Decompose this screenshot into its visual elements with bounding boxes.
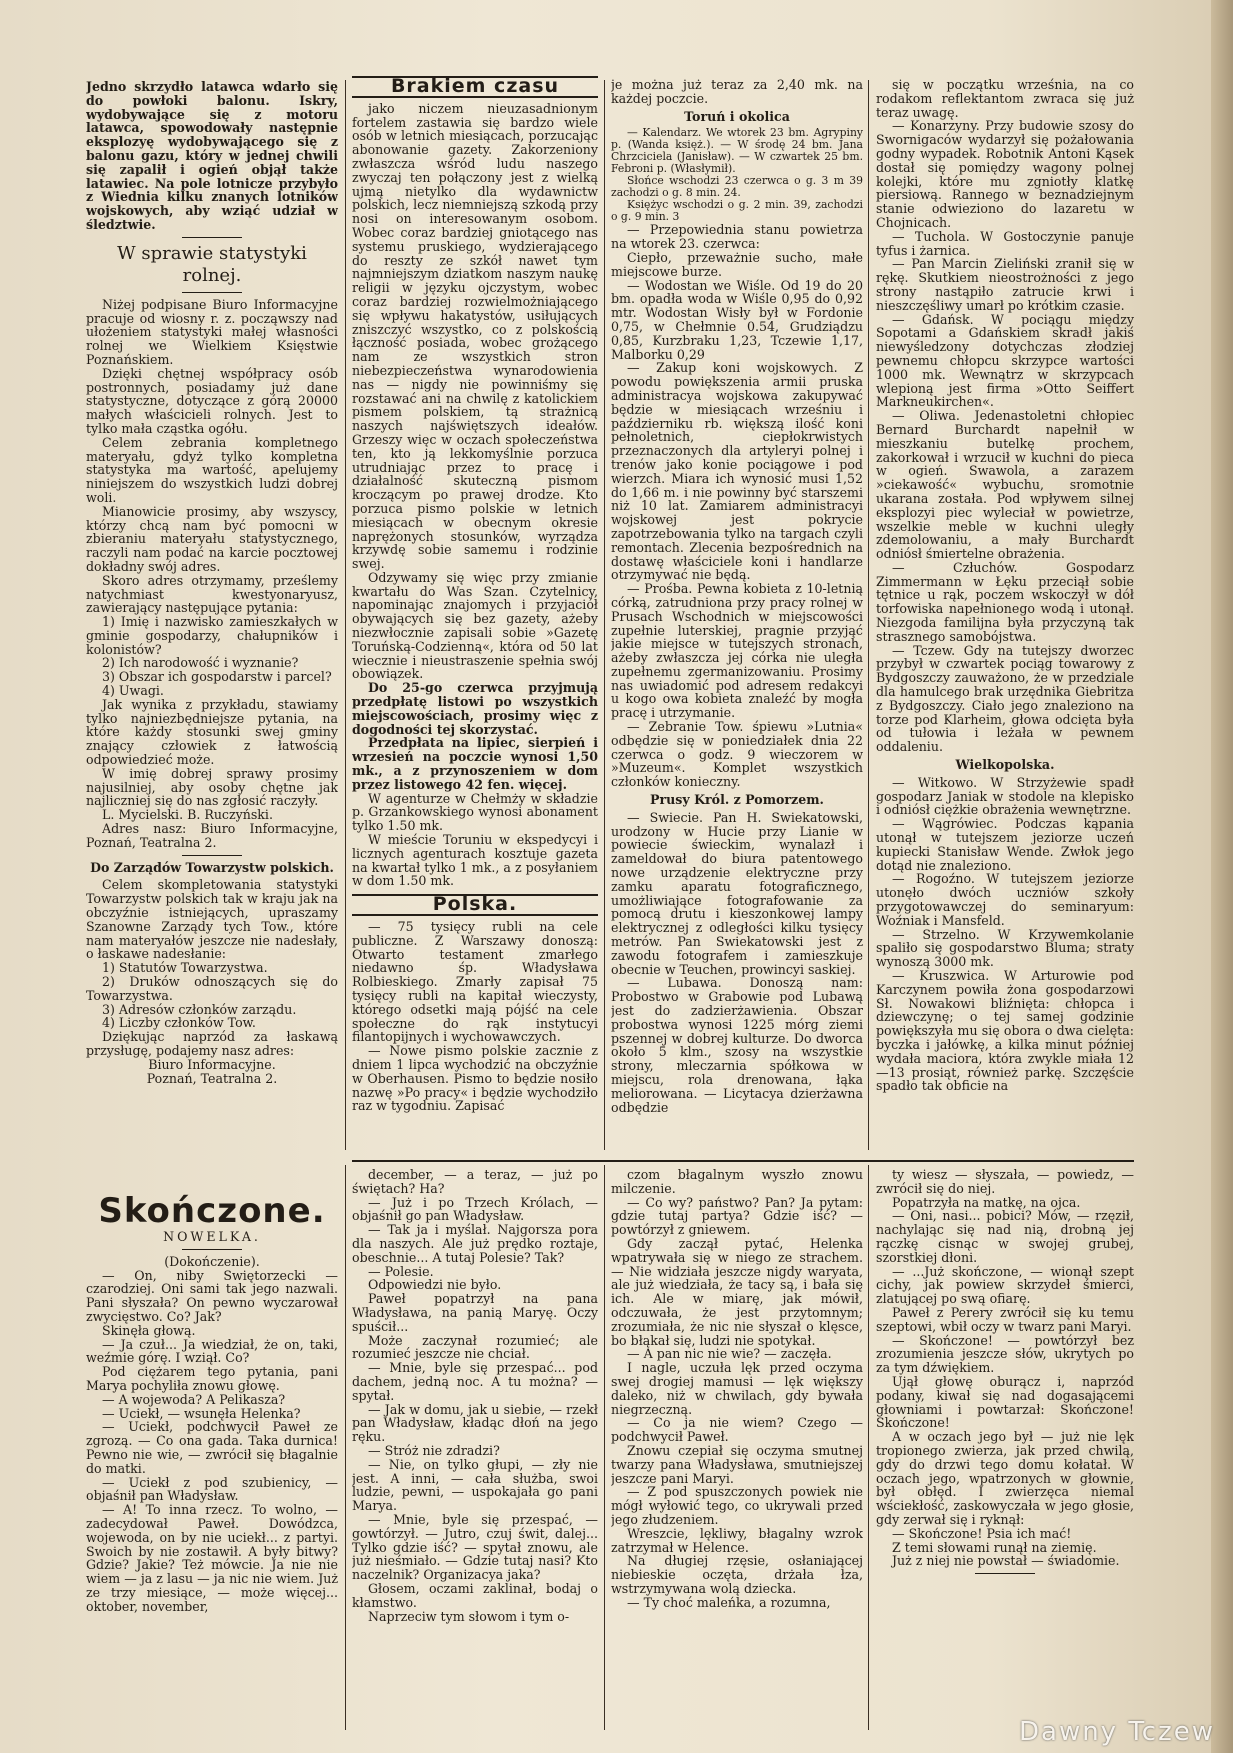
paragraph: — Lubawa. Donoszą nam: Probostwo w Grabowie pod Lubawą jest do zadzierżawienia. Obszar probostwa wynosi 1225 mórg ziemi pszennej w dobrej kulturze. Do dworca około 5 klm., szosy na wszystkie strony, mleczarnia spółkowa w miejscu, rola drenowana, łąka meliorowana. — Licytacya dzierżawna odbędzie	[611, 975, 863, 1115]
paragraph: — Kalendarz. We wtorek 23 bm. Agrypiny p. (Wanda księż.). — W środę 24 bm. Jana Chrzciciela (Janisław). — W czwartek 25 bm. Febroni p. (Własłymił).	[611, 126, 863, 176]
torun-news	[611, 223, 863, 789]
separator	[182, 1249, 242, 1250]
calendar-block	[611, 127, 863, 223]
paragraph: — Co ja nie wiem? Czego — podchwycił Paweł.	[611, 1415, 863, 1445]
paragraph: Celem zebrania kompletnego materyału, gdyż tylko kompletna statystyka ma wartość, apelujemy niniejszem do wszystkich ludzi dobrej woli.	[86, 434, 338, 505]
column-divider	[868, 1165, 869, 1730]
paragraph: — Kruszwica. W Arturowie pod Karczynem powiła żona gospodarzowi Sł. Nowakowi bliźnięta: chłopca i dziewczynę; o tej samej godzinie powiększyła mu się obora o dwa cielęta: byczka i jałówkę, a kilka minut później wydała maciora, która zwykle miała 12—13 prosiąt, również parkę. Szczęście spadło tak obficie na	[876, 968, 1134, 1094]
paragraph: Skinęła głową.	[102, 1322, 196, 1338]
paragraph: — Przepowiednia stanu powietrza na wtorek 23. czerwca:	[611, 222, 863, 252]
column-2-top	[352, 76, 598, 1156]
paragraph: — Uciekł, podchwycił Paweł ze zgrozą. — Co ona gada. Taka durnica! Pewno nie wie, — zwrócił się błagalnie do matki.	[86, 1419, 338, 1476]
paragraph: 1) Statutów Towarzystwa.	[102, 960, 268, 976]
novel-text-1	[86, 1269, 338, 1614]
watermark: Dawny Tczew	[1018, 1717, 1215, 1747]
paragraph: 1) Imię i nazwisko zamieszkałych w gminie gospodarzy, chałupników i kolonistów?	[86, 614, 338, 657]
column-3-top	[611, 78, 863, 1158]
paragraph: — Stróż nie zdradzi?	[368, 1442, 500, 1458]
paragraph: Do 25-go czerwca przyjmują przedpłatę listowi po wszystkich miejscowościach, prosimy więc z dogodności tej skorzystać.	[352, 680, 598, 737]
paragraph: W imię dobrej sprawy prosimy najusilniej, aby osoby chętne jak najliczniej się do nas zgłosić raczyły.	[86, 765, 338, 809]
paragraph: — Nowe pismo polskie zacznie z dniem 1 lipca wychodzić na obczyźnie w Oberhausen. Pismo to będzie nosiło nazwę »Po pracy« i będzie wychodziło raz w tygodniu. Zapisać	[352, 1043, 598, 1114]
societies-title: Do Zarządów Towarzystw polskich.	[90, 859, 334, 875]
column-divider	[604, 80, 605, 1150]
paragraph: Ujął głowę oburącz i, naprzód podany, kiwał się nad dogasającemi głowniami i powtarzał: Skończone! Skończone!	[876, 1373, 1134, 1431]
brakiem-czasu-body	[352, 102, 598, 681]
paragraph: — Uciekł z pod szubienicy, — objaśnił pan Władysław.	[86, 1474, 338, 1504]
paragraph: Paweł popatrzył na pana Władysława, na panią Maryę. Oczy spuścił...	[352, 1291, 598, 1334]
paragraph: — Człuchów. Gospodarz Zimmermann w Łęku przeciął sobie tętnice u rąk, poczem wskoczył w dół torfowiska napełnionego wodą i utonął. Niezgoda familijna była przyczyną tak strasznego samobójstwa.	[876, 559, 1134, 644]
paragraph: Dziękując naprzód za łaskawą przysługę, podajemy nasz adres:	[86, 1029, 338, 1058]
paragraph: Może zaczynał rozumieć; ale rozumieć jeszcze nie chciał.	[352, 1332, 598, 1362]
societies-body	[86, 878, 338, 1057]
novel-text-3	[611, 1168, 863, 1610]
paragraph: — Uciekł, — wsunęła Helenka?	[102, 1405, 301, 1421]
column-divider	[345, 1165, 346, 1730]
paragraph: Gdy zaczął pytać, Helenka wpatrywała się w niego ze strachem. — Nie widziała jeszcze nigdy waryata, ale już wiedziała, że tacy są, i bała się ich. Ale w miarę, jak mówił, odczuwała, że jest przytomnym; zrozumiała, że nic nie słyszał o klęsce, bo błąkał się, ludzi nie spotykał.	[611, 1235, 863, 1348]
paragraph: Na długiej rzęsie, osłaniającej niebieskie oczęta, drżała łza, wstrzymywana wolą dziecka.	[611, 1553, 863, 1596]
novel-column-2	[352, 1168, 598, 1733]
paragraph: — Skończone! Psia ich mać!	[892, 1525, 1072, 1541]
paragraph: 2) Ich narodowość i wyznanie?	[102, 655, 299, 671]
paragraph: — Konarzyny. Przy budowie szosy do Swornigaców wydarzył się pożałowania godny wypadek. Robotnik Antoni Kąsek dostał się pomiędzy wagony polnej kolejki, które mu zgniotły klatkę piersiową. Rannego w beznadziejnym stanie odwieziono do lazaretu w Chojnicach.	[876, 118, 1134, 230]
paragraph: — Wodostan we Wiśle. Od 19 do 20 bm. opadła woda w Wiśle 0,95 do 0,92 mtr. Wodostan Wisły był w Fordonie 0,75, w Chełmnie 0.54, Grudziądzu 0,85, Kurzbraku 1,23, Tczewie 1,17, Malborku 0,29	[611, 277, 863, 362]
column-1-top	[86, 80, 338, 1180]
paragraph: — Zakup koni wojskowych. Z powodu powiększenia armii pruska administracya wojskowa zakupywać będzie w miesiącach wrześniu i październiku rb. większą ilość koni pełnoletnich, ciepłokrwistych przeznaczonych dla artyleryi polnej i trenów jako konie pociągowe i pod wierzch. Miara ich wynosić musi 1,52 do 1,66 m. i nie powinny być starszemi niż 10 lat. Zamiarem administracyi wojskowej jest pokrycie zapotrzebowania tylko na targach czyli remontach. Zlecenia bezpośrednich na dostawę właściciele koni i handlarze otrzymywać nie będą.	[611, 360, 863, 583]
paragraph: — Tuchola. W Gostoczynie panuje tyfus i żarnica.	[876, 228, 1134, 258]
paragraph: Skoro adres otrzymamy, prześlemy natychmiast kwestyonaryusz, zawierający następujące pytania:	[86, 572, 338, 616]
separator	[975, 1573, 1035, 1574]
paragraph: — Ja czuł... Ja wiedział, że on, taki, weźmie górę. I wziął. Co?	[86, 1336, 338, 1366]
paragraph: — Witkowo. W Strzyżewie spadł gospodarz Janiak w stodole na klepisko i odniósł ciężkie obrażenia wewnętrzne.	[876, 774, 1134, 818]
paragraph: 2) Druków odnoszących się do Towarzystwa.	[86, 974, 338, 1003]
paragraph: Już z niej nie powstał — świadomie.	[892, 1553, 1120, 1569]
paragraph: W agenturze w Chełmży w składzie p. Grzankowskiego wynosi abonament tylko 1.50 mk.	[352, 790, 598, 834]
paragraph: Niżej podpisane Biuro Informacyjne pracuje od wiosny r. z. począwszy nad ułożeniem statystyki małej własności rolnej we Wielkiem Księstwie Poznańskiem.	[86, 296, 338, 367]
statistics-address: Adres nasz: Biuro Informacyjne, Poznań, Teatralna 2.	[86, 821, 338, 850]
headline-brakiem-czasu: Brakiem czasu	[352, 76, 598, 98]
paragraph: — A pan nic nie wie? — zaczęła.	[627, 1346, 832, 1362]
paragraph: — Pan Marcin Zieliński zranił się w rękę. Skutkiem nieostrożności z jego strony nastąpiło zatrucie krwi i nieszczęśliwy umarł po krótkim czasie.	[876, 256, 1134, 313]
separator	[182, 855, 242, 856]
prusy-news	[611, 811, 863, 1115]
paragraph: Księżyc wschodzi o g. 2 min. 39, zachodzi o g. 9 min. 3	[611, 198, 863, 224]
column-divider	[604, 1165, 605, 1730]
paragraph: Naprzeciw tym słowom i tym o-	[368, 1608, 570, 1624]
paragraph: — 75 tysięcy rubli na cele publiczne. Z Warszawy donoszą: Otwarto testament zmarłego niedawno śp. Władysława Rolbieskiego. Zmarły zapisał 75 tysięcy rubli na kapitał wieczysty, którego odsetki mają pójść na cele społeczne do rąk instytucyi filantopijnych i wychowawczych.	[352, 919, 598, 1045]
novel-rule	[352, 1160, 1134, 1162]
paragraph: A w oczach jego był — już nie lęk tropionego zwierza, jak przed chwilą, gdy do drzwi tego domu kołatał. W oczach jego, wpatrzonych w głownie, był obłęd. I zwierzęca niemal wściekłość, zaskowyczała w jego głosie, gdy zerwał się i ryknął:	[876, 1429, 1134, 1527]
paragraph: Słońce wschodzi 23 czerwca o g. 3 m 39 zachodzi o g. 8 min. 24.	[611, 174, 863, 200]
column-3-lead: je można już teraz za 2,40 mk. na każdej poczcie.	[611, 78, 863, 106]
column-divider	[868, 80, 869, 1150]
paragraph: W mieście Toruniu w ekspedycyi i licznych agenturach kosztuje gazeta na kwartał tylko 1 mk., a z posyłaniem w dom 1.50 mk.	[352, 832, 598, 889]
paragraph: — ...Już skończone, — wionął szept cichy, jak powiew skrzydeł śmierci, zlatującej po swą ofiarę.	[876, 1263, 1134, 1307]
paragraph: — A wojewoda? A Pelikasza?	[102, 1391, 286, 1407]
page-edge	[1211, 0, 1233, 1753]
paragraph: Głosem, oczami zaklinał, bodaj o kłamstwo.	[352, 1580, 598, 1610]
paragraph: — Strzelno. W Krzywemkolanie spaliło się gospodarstwo Bluma; straty wynoszą 3000 mk.	[876, 926, 1134, 970]
paragraph: — Co wy? państwo? Pan? Ja pytam: gdzie tutaj partya? Gdzie iść? — powtórzył z gniewem.	[611, 1194, 863, 1238]
paragraph: — Tczew. Gdy na tutejszy dworzec przybył w czwartek pociąg towarowy z Bydgoszczy zauważono, że w przedziale dla hamulcego brak urzędnika Giebritza z Bydgoszczy. Ciało jego znaleziono na torze pod Klarheim, głowa odcięta była od tułowia i leżała w pewnem oddaleniu.	[876, 642, 1134, 755]
paragraph: Mianowicie prosimy, aby wszyscy, którzy chcą nam być pomocni w zbieraniu materyału statystycznego, raczyli nam podać na karcie pocztowej dokładny swój adres.	[86, 503, 338, 574]
subscription-notice	[352, 681, 598, 791]
paragraph: Przedpłata na lipiec, sierpień i wrzesień na poczcie wynosi 1,50 mk., a z przynoszeniem w dom przez listowego 42 fen. więcej.	[352, 735, 598, 792]
paragraph: Celem skompletowania statystyki Towarzystw polskich tak w kraju jak na obczyźnie istniejących, upraszamy Szanowne Zarządy tych Tow., które nam materyałów jeszcze nie nadesłały, o łaskawe nadesłanie:	[86, 877, 338, 962]
novel-subtitle: NOWELKA.	[163, 1229, 261, 1244]
polska-body	[352, 920, 598, 1113]
paragraph: Pod ciężarem tego pytania, pani Marya pochyliła znowu głowę.	[86, 1364, 338, 1393]
paragraph: Wreszcie, lękliwy, błagalny wzrok zatrzymał w Helence.	[611, 1525, 863, 1555]
paragraph: — Polesie.	[368, 1263, 434, 1279]
paragraph: — Gdańsk. W pociągu między Sopotami a Gdańskiem skradł jakiś niewyśledzony dotychczas złodziej pewnemu chłopcu skrzypce wartości 1000 mk. Wewnątrz w skrzypcach wlepioną jest firma »Otto Seiffert Markneukirchen«.	[876, 311, 1134, 410]
paragraph: Odzywamy się więc przy zmianie kwartału do Was Szan. Czytelnicy, napominając znajomych i przyjaciół obywających się bez gazety, ażeby niezwłocznie zapisali sobie »Gazetę Toruńską-Codzienną«, która od 50 lat wiecznie i nieustraszenie spełnia swój obowiązek.	[352, 569, 598, 682]
paragraph: Odpowiedzi nie było.	[368, 1277, 502, 1293]
separator	[182, 237, 242, 238]
paragraph: 4) Liczby członków Tow.	[102, 1015, 256, 1031]
paragraph: Dzięki chętnej współpracy osób postronnych, posiadamy już dane statystyczne, dotyczące z górą 20000 małych właścicieli rolnych. Jest to tylko mała cząstka ogółu.	[86, 365, 338, 436]
novel-column-3	[611, 1168, 863, 1733]
paragraph: — Już i po Trzech Królach, — objaśnił go pan Władysław.	[352, 1194, 598, 1224]
paragraph: — A! To inna rzecz. To wolno, — zadecydował Paweł. Dowódzca, wojewoda, on by nie uciekł... z partyi. Swoich by nie zostawił. A były bitwy? Gdzie? Jakie? Też mówcie. Ja nie nie wiem — ja z lasu — ja nic nie wiem. Już ze trzy miesiące, — może więcej... oktober, november,	[86, 1502, 338, 1614]
novel-column-4	[876, 1168, 1134, 1708]
paragraph: — Jak w domu, jak u siebie, — rzekł pan Władysław, kładąc dłoń na jego ręku.	[352, 1401, 598, 1445]
paragraph: ty wiesz — słyszała, — powiedz, — zwrócił się do niej.	[876, 1168, 1134, 1196]
paragraph: Znowu czepiał się oczyma smutnej twarzy pana Władysława, smutniejszej jeszcze pani Maryi.	[611, 1442, 863, 1486]
paragraph: jako niczem nieuzasadnionym fortelem zastawia się bardzo wiele osób w letnich miesiącach, porzucając abonowanie gazety. Zakorzeniony zwłaszcza wśród ludu naszego zwyczaj ten połączony jest z wielką ujmą nietylko dla wydawnictw polskich, lecz niemniejszą szkodą przy nosi on interesowanym osobom. Wobec coraz bardziej gniotącego nas systemu pruskiego, wydzierającego do reszty ze szkół nawet tym najmniejszym dziatkom naszym naukę religii w języku ojczystym, wobec coraz bardziej rozwielmożniającego się wpływu hakatystów, usiłujących zniszczyć wszystko, co z polskością łączność posiada, wobec grożącego nam ze wszystkich stron niebezpieczeństwa wynarodowienia nas — nigdy nie powinniśmy się rozstawać ani na chwilę z katolickiem pismem polskiem, tą strażnicą naszych najświętszych ideałów. Grzeszy więc w oczach społeczeństwa ten, kto ją lekkomyślnie porzuca utrudniając przez to pracę i działalność skuteczną pismom kroczącym po prawej drodze. Kto porzuca pismo polskie w letnich miesiącach w obecnym okresie naprężonych stosunków, wyrządza krzywdę sobie samemu i rodzinie swej.	[352, 100, 598, 572]
societies-address: Poznań, Teatralna 2.	[146, 1070, 278, 1086]
novel-continuation: (Dokończenie).	[164, 1253, 260, 1269]
paragraph: 3) Adresów członków zarządu.	[102, 1001, 297, 1017]
novel-text-2	[352, 1168, 598, 1623]
paragraph: — Zebranie Tow. śpiewu »Lutnia« odbędzie się w poniedziałek dnia 22 czerwca o godz. 9 wieczorem w »Muzeum«. Komplet wszystkich członków konieczny.	[611, 719, 863, 790]
paragraph: się w początku września, na co rodakom reflektantom zwraca się już teraz uwagę.	[876, 78, 1134, 120]
paragraph: 4) Uwagi.	[102, 683, 164, 699]
paragraph: Ciepło, przeważnie sucho, małe miejscowe burze.	[611, 249, 863, 279]
paragraph: — Tak ja i myślał. Najgorsza pora dla naszych. Ale już prędko roztaje, obeschnie... A tutaj Polesie? Tak?	[352, 1222, 598, 1265]
column-4-top	[876, 78, 1134, 1158]
paragraph: czom błagalnym wyszło znowu milczenie.	[611, 1168, 863, 1196]
novel-text-4	[876, 1168, 1134, 1568]
statistics-title: W sprawie statystyki rolnej.	[117, 242, 307, 286]
section-wielkopolska: Wielkopolska.	[955, 757, 1055, 773]
section-prusy: Prusy Król. z Pomorzem.	[650, 792, 824, 808]
paragraph: — Mnie, byle się przespać... pod dachem, jedną noc. A tu można? — spytał.	[352, 1360, 598, 1403]
paragraph: — Prośba. Pewna kobieta z 10-letnią córką, zatrudniona przy pracy rolnej w Prusach Wschodnich w miejscowości zupełnie luterskiej, pragnie przyjąć jakie miejsce w tutejszych stronach, ażeby zwłaszcza jej córka nie uległa zupełnemu zgermanizowaniu. Prosimy nas uwiadomić pod adresem redakcyi u kogo owa kobieta znaleźć by mogła pracę i utrzymanie.	[611, 581, 863, 721]
paragraph: — Swiecie. Pan H. Swiekatowski, urodzony w Hucie przy Lianie w powiecie świeckim, wynalazł i zameldował do biura patentowego nowe urządzenie elektryczne przy zamku aparatu fotograficznego, umożliwiające fotografowanie za pomocą drutu i kieszonkowej lampy elektrycznej z odległości kilku tysięcy metrów. Pan Swiekatowski jest z zawodu fotografem i zamieszkuje obecnie w Teuchen, prowincyi saskiej.	[611, 809, 863, 977]
paragraph: — Rogoźno. W tutejszem jeziorze utonęło dwóch uczniów szkoły przygotowawczej do seminaryum: Woźniak i Mansfeld.	[876, 871, 1134, 928]
headline-polska: Polska.	[352, 894, 598, 916]
separator	[182, 292, 242, 293]
novel-column-1	[86, 1192, 338, 1732]
section-torun: Toruń i okolica	[684, 108, 790, 124]
statistics-body	[86, 298, 338, 808]
paragraph: — Z pod spuszczonych powiek nie mógł wyłowić tego, co ukrywali przed jego złudzeniem.	[611, 1484, 863, 1527]
paragraph: — Oliwa. Jedenastoletni chłopiec Bernard Burchardt napełnił w mieszkaniu butelkę prochem, zakorkował i wrzucił w kuchni do pieca w ogień. Swawola, a zarazem »ciekawość« wybuchu, sromotnie ukarana została. Pod wpływem silnej eksplozyi piec wyleciał w powietrze, wszelkie meble w kuchni uległy zdemolowaniu, a mały Burchardt odniósł śmiertelne obrażenia.	[876, 408, 1134, 562]
paragraph: 3) Obszar ich gospodarstw i parcel?	[102, 669, 332, 685]
paragraph: Popatrzyła na matkę, na ojca.	[892, 1194, 1081, 1210]
wielkopolska-news	[876, 776, 1134, 1093]
paragraph: december, — a teraz, — już po świętach? Ha?	[352, 1168, 598, 1196]
paragraph: — Wągrówiec. Podczas kąpania utonął w tutejszem jeziorze uczeń kupiecki Stanisław Wende. Zwłok jego dotąd nie znaleziono.	[876, 816, 1134, 873]
balloon-article: Jedno skrzydło latawca wdarło się do powłoki balonu. Iskry, wydobywające się z motoru latawca, spowodowały następnie eksplozyę wydobywającego się z balonu gazu, który w jednej chwili się zapalił i ogień objął także latawiec. Na pole lotnicze przybyło z Wiednia kilku znanych lotników wojskowych, aby wziąć udział w śledztwie.	[86, 80, 338, 232]
paragraph: — Mnie, byle się przespać, — gowtórzył. — Jutro, czuj świt, dalej... Tylko gdzie iść? — spytał znowu, ale już nieśmiało. — Gdzie tutaj nasi? Kto naczelnik? Organizacya jaka?	[352, 1511, 598, 1583]
pomorze-news	[876, 78, 1134, 754]
paragraph: Paweł z Perery zwrócił się ku temu szeptowi, wbił oczy w twarz pani Maryi.	[876, 1304, 1134, 1334]
paragraph: I nagle, uczuła lęk przed oczyma swej drogiej mamusi — lęk większy daleko, niż w chwilach, gdy bywała niegrzeczną.	[611, 1360, 863, 1417]
column-divider	[345, 80, 346, 1150]
novel-title: Skończone.	[98, 1192, 326, 1231]
societies-signature: Biuro Informacyjne.	[148, 1056, 276, 1072]
paragraph: — On, niby Swiętorzecki — czarodziej. Oni sami tak jego nazwali. Pani słyszała? On pewno wyczarował zwycięstwo. Co? Jak?	[86, 1267, 338, 1324]
paragraph: Jak wynika z przykładu, stawiamy tylko najniezbędniejsze pytania, na które każdy stosunki swej gminy znający człowiek z łatwością odpowiedzieć może.	[86, 696, 338, 768]
statistics-signature: L. Mycielski. B. Ruczyński.	[102, 807, 273, 823]
paragraph: — Skończone! — powtórzył bez zrozumienia jeszcze słów, ukrytych po za tym dźwiękiem.	[876, 1332, 1134, 1376]
paragraph: — Nie, on tylko głupi, — zły nie jest. A inni, — cała służba, swoi ludzie, pewni, — uspokajała go pani Marya.	[352, 1456, 598, 1514]
subscription-prices	[352, 792, 598, 889]
paragraph: — Ty choć maleńka, a rozumna,	[627, 1594, 831, 1610]
paragraph: Z temi słowami runął na ziemię.	[892, 1539, 1097, 1555]
paragraph: — Oni, nasi... pobici? Mów, — rzęził, nachylając się nad nią, drobną jej rączkę cisnąc w swojej grubej, szorstkiej dłoni.	[876, 1208, 1134, 1265]
